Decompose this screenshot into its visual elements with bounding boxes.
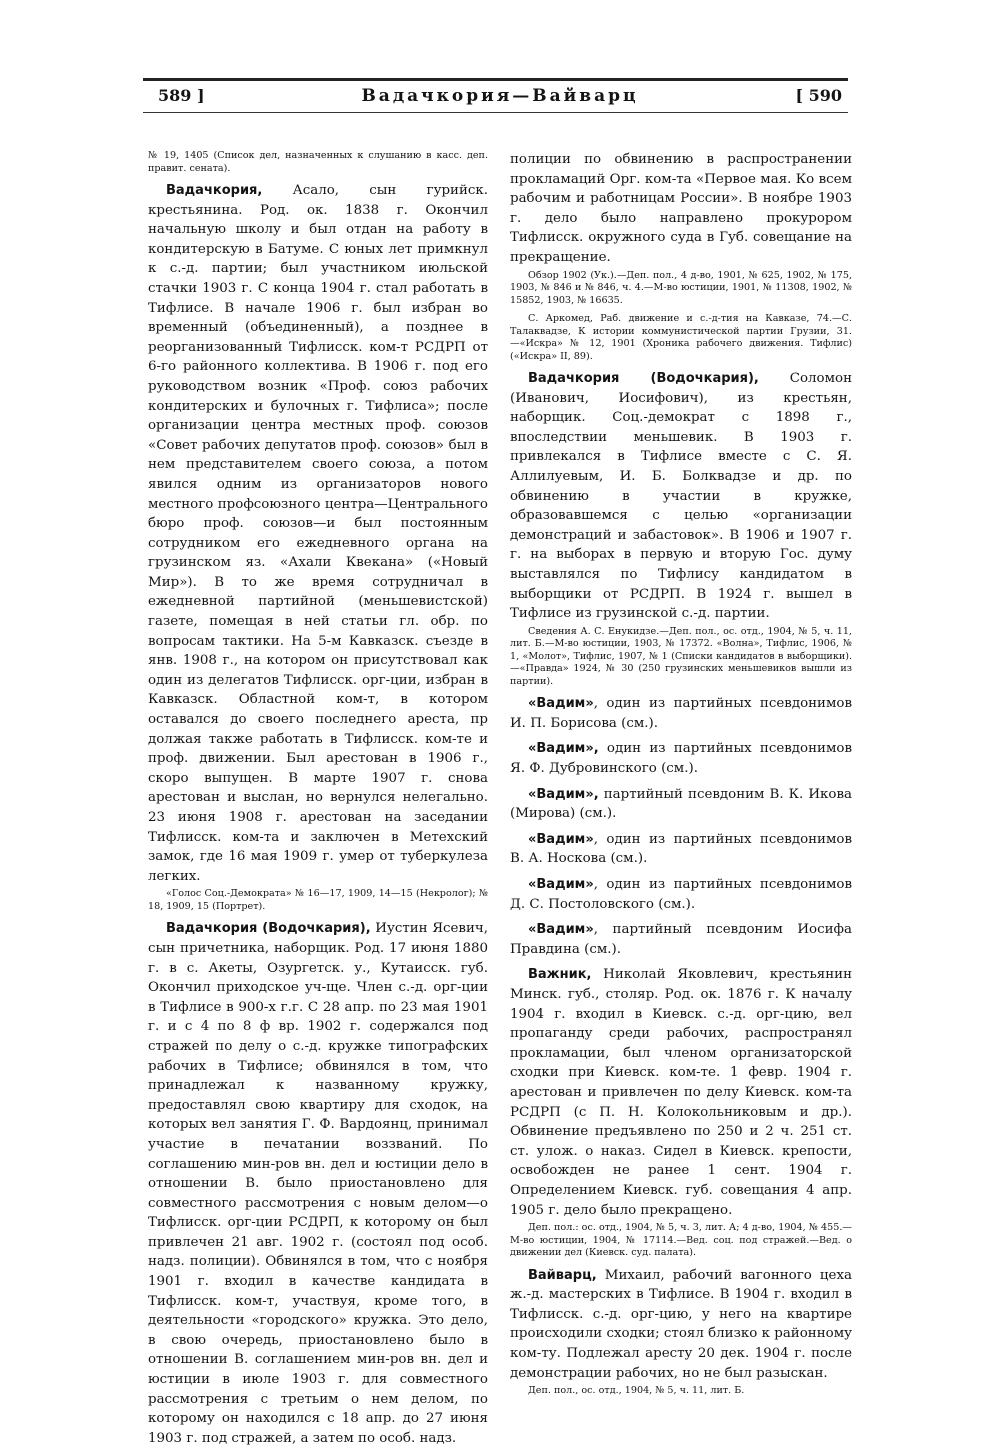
entry-vadachkoria-iustin <box>148 919 488 1448</box>
entry-text: Михаил, рабочий вагонного цеха ж.-д. мастерских в Тифлисе. В 1904 г. входил в Тифлисск. с.-д. орг-цию, у него на квартире происходили сходки; стоял близко к районному ком-ту. Подлежал аресту 20 дек. 1904 г. после демонстрации рабочих, но не был разыскан. <box>510 1267 852 1381</box>
entry-vadim-2 <box>510 739 852 778</box>
source-note: «Голос Соц.-Демократа» № 16—17, 1909, 14—15 (Некролог); № 18, 1909, 15 (Портрет). <box>148 888 488 912</box>
entry-headword: Вадачкория (Водочкария), <box>166 921 371 937</box>
entry-headword: «Вадим» <box>528 877 594 893</box>
entry-text: Асало, сын гурийск. крестьянина. Род. ок. 1838 г. Окончил начальную школу и был отдан на работу в кондитерскую в Батуме. С юных лет примкнул к с.-д. партии; был участником июльской стачки 1903 г. С конца 1904 г. стал работать в Тифлисе. В начале 1906 г. был избран во временный (объединенный), а позднее в реорганизованный Тифлисск. ком-т РСДРП от 6-го районного коллектива. В 1906 г. под его руководством возник «Проф. союз рабочих кондитерских и булочных г. Тифлиса»; после организации центра местных проф. союзов «Совет рабочих депутатов проф. союзов» был в нем представителем своего союза, а потом явился одним из организаторов нового местного профсоюзного центра—Центрального бюро проф. союзов—и был постоянным сотрудником его ежедневного органа на грузинском яз. «Ахали Квекана» («Новый Мир»). В то же время сотрудничал в ежедневной партийной (меньшевистской) газете, помещая в ней статьи гл. обр. по вопросам тактики. На 5-м Кавказск. съезде в янв. 1908 г., на котором он присутствовал как один из делегатов Тифлисск. орг-ции, избран в Кавказск. Областной ком-т, в котором оставался до своего последнего ареста, пр должая также работать в Тифлисск. ком-те и проф. движении. Был арестован в 1906 г., скоро выпущен. В марте 1907 г. снова арестован и выслан, но вернулся нелегально. 23 июня 1908 г. арестован на заседании Тифлисск. ком-та и заключен в Метехский замок, где 16 мая 1909 г. умер от туберкулеза легких. <box>148 183 488 884</box>
entry-headword: «Вадим», <box>528 786 599 802</box>
right-column <box>510 150 852 1404</box>
header-rule-top <box>143 78 848 81</box>
entry-text: , один из партийных псевдонимов Д. С. Постоловского (см.). <box>510 877 852 912</box>
entry-text: , партийный псевдоним Иосифа Правдина (см.). <box>510 922 852 957</box>
entry-headword: «Вадим» <box>528 831 594 847</box>
entry-headword: Важник, <box>528 967 592 983</box>
page-number-right: [ 590 <box>795 86 842 105</box>
entry-vadim-6 <box>510 920 852 959</box>
entry-vaivarts <box>510 1266 852 1384</box>
entry-headword: «Вадим» <box>528 696 594 712</box>
entry-text: , один из партийных псевдонимов И. П. Борисова (см.). <box>510 696 852 731</box>
source-note: Сведения А. С. Енукидзе.—Деп. пол., ос. отд., 1904, № 5, ч. 11, лит. Б.—М-во юстиции, 1903, № 17372. «Волна», Тифлис, 1906, № 1, «Молот», Тифлис, 1907, № 1 (Списки кандидатов в выборщики).—«Правда» 1924, № 30 (250 грузинских меньшевиков вышли из партии). <box>510 625 852 687</box>
source-note: Обзор 1902 (Ук.).—Деп. пол., 4 д-во, 1901, № 625, 1902, № 175, 1903, № 846 и № 846, ч. 4.—М-во юстиции, 1901, № 11308, 1902, № 15852, 1903, № 16635. <box>510 269 852 306</box>
entry-vadim-4 <box>510 830 852 869</box>
entry-headword: Вайварц, <box>528 1267 597 1283</box>
entry-text: партийный псевдоним В. К. Икова (Мирова) (см.). <box>510 786 852 822</box>
entry-vadim-1 <box>510 694 852 733</box>
entry-vazhnik <box>510 965 852 1220</box>
entry-text: Николай Яковлевич, крестьянин Минск. губ., столяр. Род. ок. 1876 г. К началу 1904 г. входил в Киевск. с.-д. орг-цию, вел пропаганду среди рабочих, распространял прокламации, был членом организаторской сходки при Киевск. ком-те. 1 февр. 1904 г. арестован и привлечен по делу Киевск. ком-та РСДРП (с П. Н. Колокольниковым и др.). Обвинение предъявлено по 250 и 2 ч. 251 ст. ст. улож. о наказ. Сидел в Киевск. крепости, освобожден не ранее 1 сент. 1904 г. Определением Киевск. губ. совещания 4 апр. 1905 г. дело было прекращено. <box>510 967 852 1218</box>
source-note: № 19, 1405 (Список дел, назначенных к слушанию в касс. деп. правит. сената). <box>148 150 488 174</box>
header-rule-bottom <box>143 112 848 113</box>
entry-text: один из партийных псевдонимов Я. Ф. Дубровинского (см.). <box>510 741 852 777</box>
source-note: Деп. пол., ос. отд., 1904, № 5, ч. 11, лит. Б. <box>528 1385 745 1397</box>
entry-vadim-3 <box>510 785 852 824</box>
entry-text: Соломон (Иванович, Иосифович), из крестьян, наборщик. Соц.-демократ с 1898 г., впоследствии меньшевик. В 1903 г. привлекался в Тифлисе вместе с С. Я. Аллилуевым, И. Б. Болквадзе и др. по обвинению в участии в кружке, образовавшемся с целью «организации демонстраций и забастовок». В 1906 и 1907 г. г. на выборах в первую и вторую Гос. думу выставлялся по Тифлису кандидатом в выборщики от РСДРП. В 1924 г. вышел в Тифлисе из грузинской с.-д. партии. <box>510 371 852 622</box>
entry-headword: «Вадим», <box>528 741 599 757</box>
entry-headword: «Вадим» <box>528 922 594 938</box>
entry-vadachkoria-solomon <box>510 369 852 624</box>
entry-vadim-5 <box>510 875 852 914</box>
entry-headword: Вадачкория (Водочкария), <box>528 371 759 387</box>
source-note: С. Аркомед, Раб. движение и с.-д-тия на Кавказе, 74.—С. Талаквадзе, К истории коммунистической партии Грузии, 31.—«Искра» № 12, 1901 (Хроника рабочего движения. Тифлис) («Искра» II, 89). <box>510 313 852 362</box>
entry-continuation: полиции по обвинению в распространении прокламаций Орг. ком-та «Первое мая. Ко всем рабочим и работницам России». В ноябре 1903 г. дело было направлено прокурором Тифлисск. окружного суда в Губ. совещание на прекращение. <box>510 152 852 265</box>
entry-text: Иустин Ясевич, сын причетника, наборщик. Род. 17 июня 1880 г. в с. Акеты, Озургетск. у., Кутаисск. губ. Окончил приходское уч-ще. Член с.-д. орг-ции в Тифлисе в 900-х г.г. С 28 апр. по 23 мая 1901 г. и с 4 по 8 ф вр. 1902 г. содержался под стражей по делу о с.-д. кружке типографских рабочих в Тифлисе; обвинялся в том, что принадлежал к названному кружку, предоставлял свою квартиру для сходок, на которых вел занятия Г. Ф. Вардоянц, принимал участие в печатании воззваний. По соглашению мин-ров вн. дел и юстиции дело в отношении В. было приостановлено для совместного рассмотрения с новым делом—о Тифлисск. орг-ции РСДРП, к которому он был привлечен 21 авг. 1902 г. (состоял под особ. надз. полиции). Обвинялся в том, что с ноября 1901 г. входил в качестве кандидата в Тифлисск. ком-т, участвуя, кроме того, в деятельности «городского» кружка. Это дело, в свою очередь, приостановлено было в отношении В. соглашением мин-ров вн. дел и юстиции в июле 1903 г. для совместного рассмотрения с третьим о нем делом, по которому он находился с 18 апр. до 27 июня 1903 г. под стражей, а затем по особ. надз. <box>148 921 489 1446</box>
entry-text: , один из партийных псевдонимов В. А. Носкова (см.). <box>510 831 852 867</box>
entry-vadachkoria-asalo <box>148 181 488 886</box>
left-column <box>148 150 488 1448</box>
running-title: Вадачкория—Вайварц <box>361 86 639 106</box>
entry-headword: Вадачкория, <box>166 183 263 198</box>
page-number-left: 589 ] <box>158 86 205 105</box>
source-note: Деп. пол.: ос. отд., 1904, № 5, ч. 3, лит. А; 4 д-во, 1904, № 455.—М-во юстиции, 1904, № 17114.—Вед. соц. под стражей.—Вед. о движении дел (Киевск. суд. палата). <box>510 1222 852 1259</box>
